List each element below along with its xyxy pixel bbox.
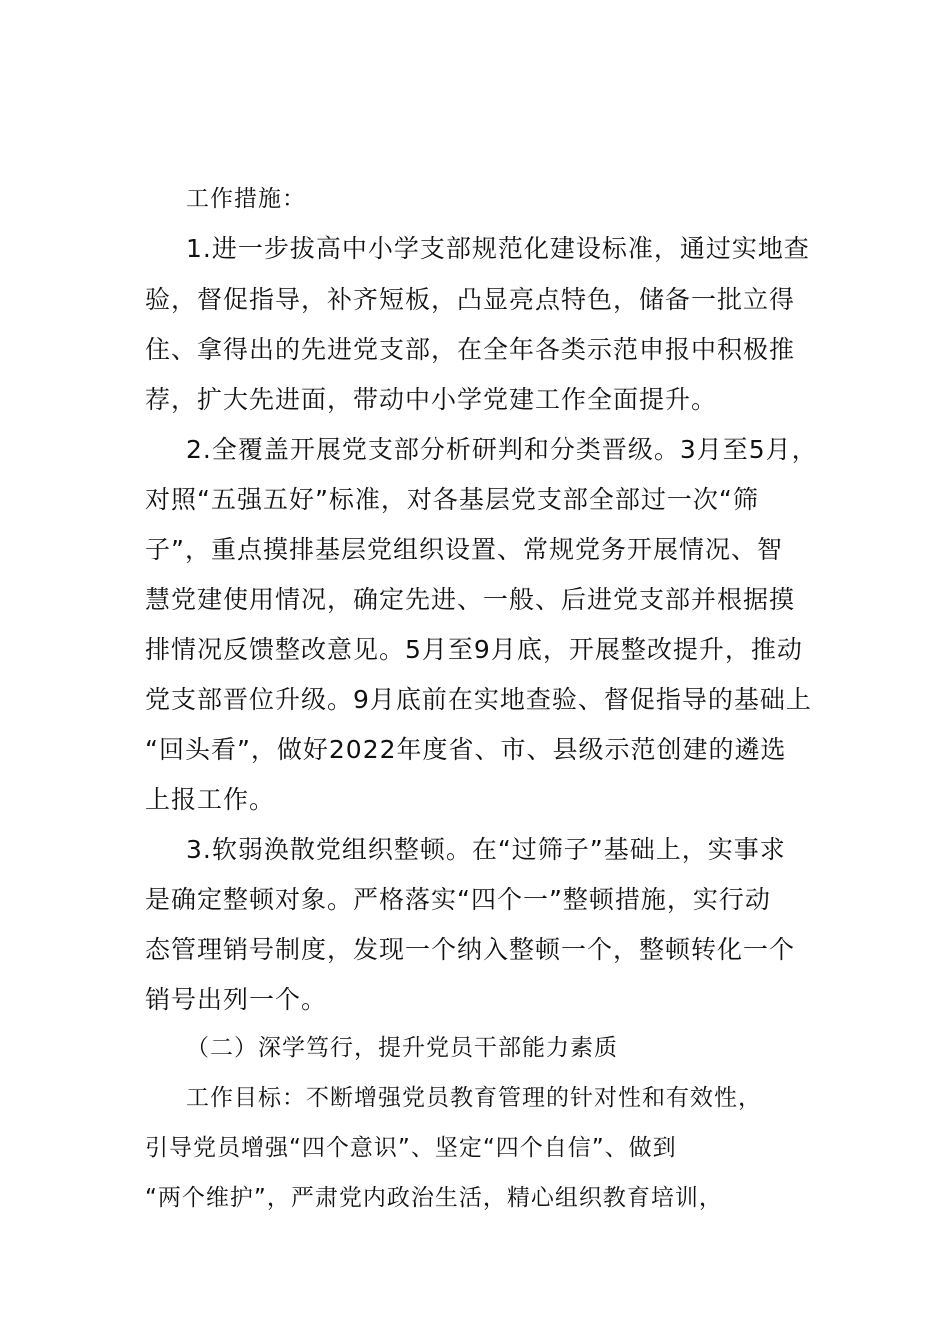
paragraph-line: 住、拿得出的先进党支部，在全年各类示范申报中积极推 <box>145 335 796 364</box>
paragraph-line: 子”，重点摸排基层党组织设置、常规党务开展情况、智 <box>145 535 783 564</box>
paragraph-line: “回头看”，做好2022年度省、市、县级示范创建的遴选 <box>145 735 787 764</box>
paragraph-line: 对照“五强五好”标准，对各基层党支部全部过一次“筛 <box>145 485 759 514</box>
paragraph-line: 态管理销号制度，发现一个纳入整顿一个，整顿转化一个 <box>145 935 796 964</box>
paragraph-line: 引导党员增强“四个意识”、坚定“四个自信”、做到 <box>145 1135 677 1161</box>
paragraph-line: 荐，扩大先进面，带动中小学党建工作全面提升。 <box>145 385 718 414</box>
paragraph-line: 2.全覆盖开展党支部分析研判和分类晋级。3月至5月， <box>186 435 818 464</box>
paragraph-line: 销号出列一个。 <box>145 985 328 1014</box>
measures-heading: 工作措施： <box>186 186 306 212</box>
paragraph-line: 是确定整顿对象。严格落实“四个一”整顿措施，实行动 <box>145 885 771 914</box>
paragraph-line: 1.进一步拔高中小学支部规范化建设标准，通过实地查 <box>186 234 810 263</box>
paragraph-line: 工作目标：不断增强党员教育管理的针对性和有效性， <box>186 1085 762 1111</box>
paragraph-line: 3.软弱涣散党组织整顿。在“过筛子”基础上，实事求 <box>186 835 786 864</box>
section-heading: （二）深学笃行，提升党员干部能力素质 <box>186 1035 618 1061</box>
paragraph-line: 慧党建使用情况，确定先进、一般、后进党支部并根据摸 <box>145 585 796 614</box>
paragraph-line: 验，督促指导，补齐短板，凸显亮点特色，储备一批立得 <box>145 285 796 314</box>
paragraph-line: 上报工作。 <box>145 785 276 814</box>
paragraph-line: 党支部晋位升级。9月底前在实地查验、督促指导的基础上 <box>145 685 812 714</box>
paragraph-line: “两个维护”，严肃党内政治生活，精心组织教育培训， <box>145 1185 723 1211</box>
paragraph-line: 排情况反馈整改意见。5月至9月底，开展整改提升，推动 <box>145 635 803 664</box>
